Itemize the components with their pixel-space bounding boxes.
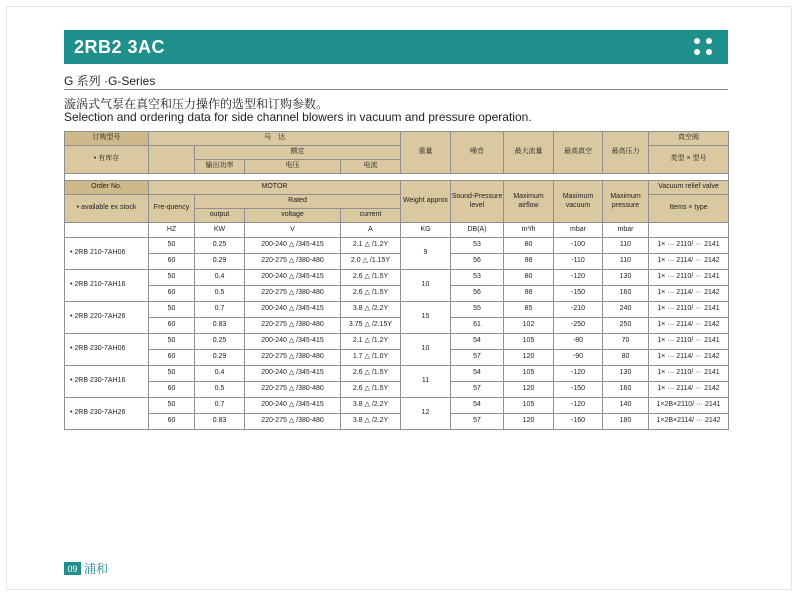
cell-v: 200-240 △ /345-415 (245, 270, 341, 286)
cell-valve: 1× ··· 2110/ ··· 2141 (649, 238, 729, 254)
cell-vac: -250 (554, 318, 603, 334)
cell-valve: 1× ··· 2110/ ··· 2141 (649, 302, 729, 318)
cell-valve: 1×2B×2110/ ··· 2141 (649, 398, 729, 414)
cell-vac: -150 (554, 382, 603, 398)
en-frequency-header: Fre-quency (149, 195, 195, 223)
en-voltage-header: voltage (245, 209, 341, 223)
cell-weight: 15 (401, 302, 451, 334)
cell-hz: 60 (149, 286, 195, 302)
cell-vac: -110 (554, 254, 603, 270)
cn-order-no-header: 订购型号 (65, 132, 149, 146)
cell-vac: -80 (554, 334, 603, 350)
cell-vac: -90 (554, 350, 603, 366)
cell-a: 3.8 △ /2.2Y (341, 302, 401, 318)
cell-pres: 180 (603, 414, 649, 430)
cn-voltage-header: 电压 (245, 160, 341, 174)
table-row (65, 270, 729, 286)
cell-a: 2.0 △ /1.15Y (341, 254, 401, 270)
cn-current-header: 电流 (341, 160, 401, 174)
cell-db: 54 (451, 366, 504, 382)
data-rows (65, 238, 729, 430)
model-order-no: • 2RB 230-7AH06 (65, 334, 149, 366)
cell-flow: 102 (504, 318, 554, 334)
table-row (65, 238, 729, 254)
en-order-no-header: Order No. (65, 181, 149, 195)
page-number: 09 (64, 562, 81, 575)
cn-max-pressure-header: 最高压力 (603, 132, 649, 174)
cell-pres: 130 (603, 270, 649, 286)
cell-flow: 80 (504, 238, 554, 254)
cell-a: 2.1 △ /1.2Y (341, 238, 401, 254)
cell-valve: 1× ··· 2114/ ··· 2142 (649, 382, 729, 398)
cell-vac: -210 (554, 302, 603, 318)
cell-v: 200-240 △ /345-415 (245, 366, 341, 382)
cell-flow: 105 (504, 398, 554, 414)
cell-hz: 50 (149, 270, 195, 286)
cell-db: 53 (451, 270, 504, 286)
cn-output-header: 输出功率 (195, 160, 245, 174)
cell-weight: 9 (401, 238, 451, 270)
cell-kw: 0.4 (195, 366, 245, 382)
model-order-no: • 2RB 210-7AH06 (65, 238, 149, 270)
cell-hz: 50 (149, 334, 195, 350)
cn-max-flow-header: 最大流量 (504, 132, 554, 174)
cell-v: 200-240 △ /345-415 (245, 398, 341, 414)
cell-valve: 1× ··· 2114/ ··· 2142 (649, 350, 729, 366)
cell-db: 53 (451, 238, 504, 254)
cell-a: 1.7 △ /1.0Y (341, 350, 401, 366)
cell-flow: 120 (504, 414, 554, 430)
table-row (65, 382, 729, 398)
cell-kw: 0.83 (195, 414, 245, 430)
cell-a: 2.1 △ /1.2Y (341, 334, 401, 350)
cell-a: 2.6 △ /1.5Y (341, 366, 401, 382)
cn-noise-header: 噪音 (451, 132, 504, 174)
cell-flow: 85 (504, 302, 554, 318)
cell-kw: 0.5 (195, 286, 245, 302)
cn-type-model-header: 类型 × 型号 (649, 146, 729, 174)
cell-valve: 1× ··· 2114/ ··· 2142 (649, 318, 729, 334)
cell-a: 3.8 △ /2.2Y (341, 414, 401, 430)
cell-kw: 0.25 (195, 238, 245, 254)
cell-flow: 105 (504, 366, 554, 382)
cell-v: 200-240 △ /345-415 (245, 334, 341, 350)
cell-hz: 50 (149, 366, 195, 382)
cell-v: 220-275 △ /380-480 (245, 318, 341, 334)
cell-valve: 1× ··· 2114/ ··· 2142 (649, 286, 729, 302)
cell-db: 54 (451, 398, 504, 414)
cell-pres: 250 (603, 318, 649, 334)
cn-header (65, 132, 729, 174)
cell-v: 220-275 △ /380-480 (245, 350, 341, 366)
cell-kw: 0.29 (195, 350, 245, 366)
cell-flow: 120 (504, 382, 554, 398)
table-row (65, 350, 729, 366)
table-row (65, 254, 729, 270)
table-row (65, 302, 729, 318)
en-max-pressure-header: Maximum pressure (603, 181, 649, 223)
cell-vac: -100 (554, 238, 603, 254)
unit-cell: KG (401, 223, 451, 238)
cell-hz: 60 (149, 254, 195, 270)
unit-cell: V (245, 223, 341, 238)
cell-a: 3.75 △ /2.15Y (341, 318, 401, 334)
cell-db: 57 (451, 414, 504, 430)
cell-db: 56 (451, 286, 504, 302)
cell-valve: 1× ··· 2110/ ··· 2141 (649, 270, 729, 286)
cell-pres: 160 (603, 382, 649, 398)
cell-hz: 60 (149, 414, 195, 430)
cell-v: 220-275 △ /380-480 (245, 414, 341, 430)
cell-pres: 130 (603, 366, 649, 382)
en-in-stock-note: • available ex stock (65, 195, 149, 223)
dots-icon (694, 38, 714, 56)
cell-db: 61 (451, 318, 504, 334)
cell-hz: 50 (149, 238, 195, 254)
cell-hz: 50 (149, 302, 195, 318)
intro-text-en: Selection and ordering data for side channel blowers in vacuum and pressure operation. (64, 110, 532, 124)
unit-cell (649, 223, 729, 238)
cell-kw: 0.4 (195, 270, 245, 286)
units-row (65, 223, 729, 238)
unit-cell: DB(A) (451, 223, 504, 238)
en-current-header: current (341, 209, 401, 223)
cell-db: 57 (451, 382, 504, 398)
cell-kw: 0.5 (195, 382, 245, 398)
table-row (65, 414, 729, 430)
cn-weight-header: 重量 (401, 132, 451, 174)
cell-kw: 0.83 (195, 318, 245, 334)
model-order-no: • 2RB 210-7AH16 (65, 270, 149, 302)
en-items-type-header: Items × type (649, 195, 729, 223)
table-row (65, 318, 729, 334)
title-banner (64, 30, 728, 64)
en-relief-valve-header: Vacuum relief valve (649, 181, 729, 195)
model-order-no: • 2RB 220-7AH26 (65, 302, 149, 334)
cell-pres: 110 (603, 238, 649, 254)
en-output-header: output (195, 209, 245, 223)
unit-cell-blank (65, 223, 149, 238)
cell-v: 200-240 △ /345-415 (245, 238, 341, 254)
cell-flow: 105 (504, 334, 554, 350)
cell-flow: 98 (504, 286, 554, 302)
cell-kw: 0.29 (195, 254, 245, 270)
cell-vac: -150 (554, 286, 603, 302)
cn-in-stock-note: • 有库存 (65, 146, 149, 174)
cell-v: 220-275 △ /380-480 (245, 286, 341, 302)
cell-db: 55 (451, 302, 504, 318)
en-weight-header: Weight approx (401, 181, 451, 223)
cell-valve: 1× ··· 2110/ ··· 2141 (649, 334, 729, 350)
cell-weight: 10 (401, 270, 451, 302)
cell-db: 54 (451, 334, 504, 350)
en-noise-header: Sound-Pressure level (451, 181, 504, 223)
cell-a: 2.6 △ /1.5Y (341, 270, 401, 286)
unit-cell: m³/h (504, 223, 554, 238)
table-row (65, 366, 729, 382)
cell-hz: 60 (149, 318, 195, 334)
cell-kw: 0.25 (195, 334, 245, 350)
cell-vac: -120 (554, 366, 603, 382)
page-footer (64, 560, 108, 577)
en-max-vacuum-header: Maximum vacuum (554, 181, 603, 223)
model-order-no: • 2RB 230-7AH26 (65, 398, 149, 430)
intro-text-cn: 漩涡式气泵在真空和压力操作的选型和订购参数。 (64, 97, 329, 111)
cell-v: 200-240 △ /345-415 (245, 302, 341, 318)
cn-motor-header: 马 达 (149, 132, 401, 146)
unit-cell: KW (195, 223, 245, 238)
cell-weight: 11 (401, 366, 451, 398)
cell-pres: 160 (603, 286, 649, 302)
cell-a: 3.8 △ /2.2Y (341, 398, 401, 414)
cell-kw: 0.7 (195, 398, 245, 414)
brand-name: 浦和 (84, 562, 109, 576)
cell-vac: -120 (554, 270, 603, 286)
cn-relief-valve-header: 真空阀 (649, 132, 729, 146)
table-row (65, 334, 729, 350)
cell-weight: 12 (401, 398, 451, 430)
cell-pres: 240 (603, 302, 649, 318)
table-row (65, 286, 729, 302)
cell-a: 2.6 △ /1.5Y (341, 382, 401, 398)
cell-hz: 60 (149, 382, 195, 398)
unit-cell: mbar (603, 223, 649, 238)
cell-hz: 50 (149, 398, 195, 414)
cell-pres: 140 (603, 398, 649, 414)
en-rated-header: Rated (195, 195, 401, 209)
unit-cell: HZ (149, 223, 195, 238)
cell-valve: 1× ··· 2110/ ··· 2141 (649, 366, 729, 382)
spacer (65, 174, 729, 181)
cn-frequency-header (149, 146, 195, 174)
cell-flow: 80 (504, 270, 554, 286)
cn-max-vacuum-header: 最高真空 (554, 132, 603, 174)
cell-flow: 98 (504, 254, 554, 270)
unit-cell: A (341, 223, 401, 238)
unit-cell: mbar (554, 223, 603, 238)
en-max-flow-header: Maximum airflow (504, 181, 554, 223)
cell-hz: 60 (149, 350, 195, 366)
table-row (65, 398, 729, 414)
cell-pres: 70 (603, 334, 649, 350)
cell-pres: 80 (603, 350, 649, 366)
cell-db: 56 (451, 254, 504, 270)
model-order-no: • 2RB 230-7AH16 (65, 366, 149, 398)
cell-kw: 0.7 (195, 302, 245, 318)
en-header (65, 181, 729, 223)
cell-valve: 1× ··· 2114/ ··· 2142 (649, 254, 729, 270)
divider (64, 89, 728, 90)
cell-flow: 120 (504, 350, 554, 366)
selection-table (64, 131, 729, 430)
cell-weight: 10 (401, 334, 451, 366)
en-motor-header: MOTOR (149, 181, 401, 195)
cell-db: 57 (451, 350, 504, 366)
cell-v: 220-275 △ /380-480 (245, 254, 341, 270)
cell-v: 220-275 △ /380-480 (245, 382, 341, 398)
cell-pres: 110 (603, 254, 649, 270)
page-title: 2RB2 3AC (74, 36, 166, 57)
series-title: G 系列 ·G-Series (64, 74, 156, 88)
cell-vac: -120 (554, 398, 603, 414)
cell-vac: -160 (554, 414, 603, 430)
cn-rated-header: 额定 (195, 146, 401, 160)
cell-a: 2.6 △ /1.5Y (341, 286, 401, 302)
cell-valve: 1×2B×2114/ ··· 2142 (649, 414, 729, 430)
